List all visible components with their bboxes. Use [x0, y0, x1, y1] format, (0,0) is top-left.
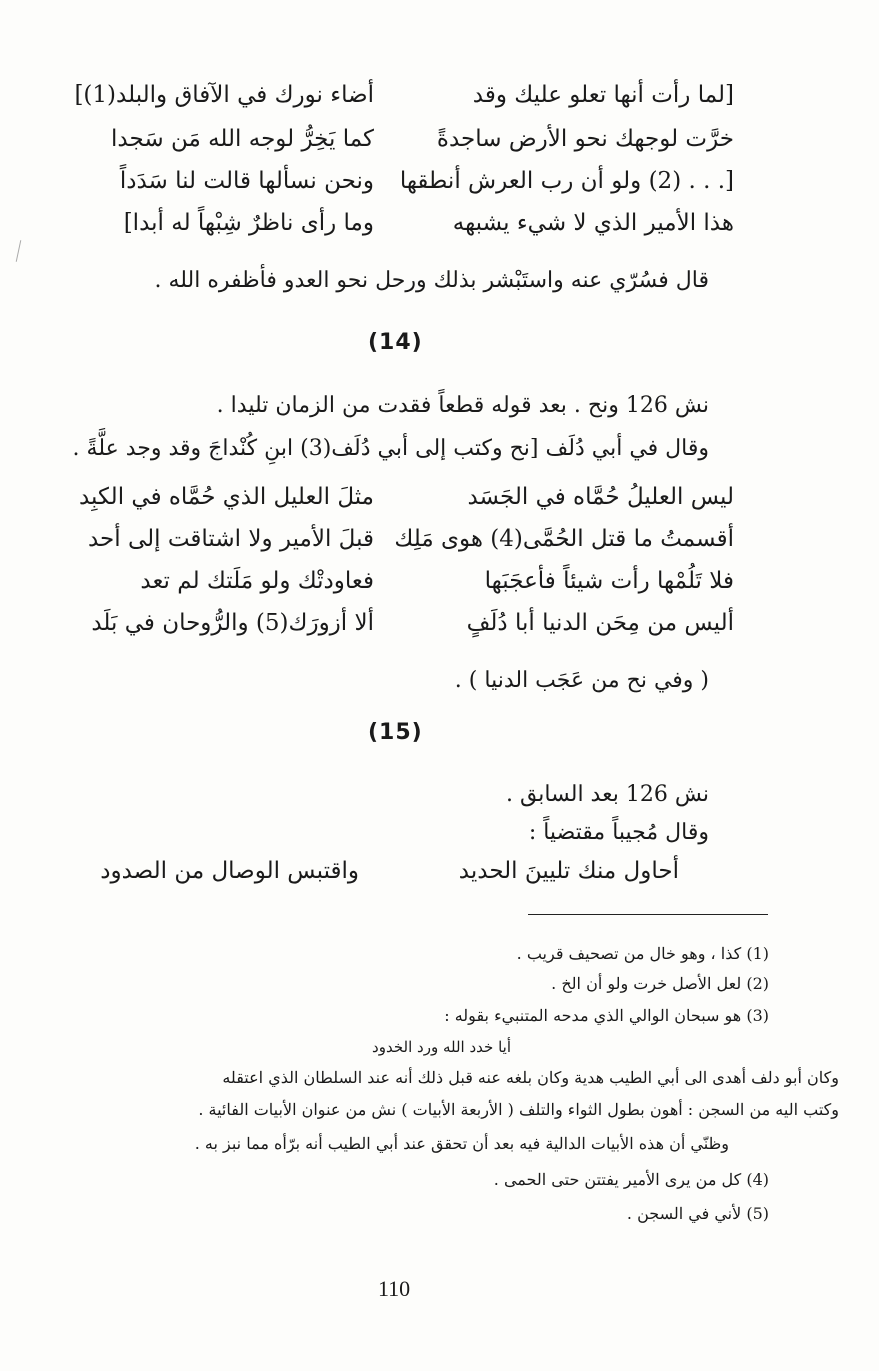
verse-hemistich-left: مثلَ العليل الذي حُمَّاه في الكبِد — [78, 484, 374, 510]
footnote: وظنّي أن هذه الأبيات الدالية فيه بعد أن تحقق عند أبي الطيب أنه برّأه مما نبز به . — [194, 1134, 729, 1153]
verse-hemistich-left: ونحن نسألها قالت لنا سَدَداً — [119, 168, 374, 194]
footnote: (3) هو سبحان الوالي الذي مدحه المتنبيء بقوله : — [444, 1006, 769, 1025]
verse-row — [0, 526, 879, 566]
verse-row — [0, 568, 879, 608]
footnote: (5) لأني في السجن . — [626, 1204, 769, 1223]
verse-row — [0, 484, 879, 524]
verse-hemistich-right: فلا تَلُمْها رأت شيئاً فأعجَبَها — [484, 568, 734, 594]
verse-row — [0, 610, 879, 650]
verse-hemistich-right: [لما رأت أنها تعلو عليك وقد — [472, 82, 734, 108]
verse-hemistich-left: واقتبس الوصال من الصدود — [100, 858, 359, 884]
verse-row — [0, 858, 879, 898]
source-reference: نش 126 بعد السابق . — [505, 782, 709, 807]
verse-hemistich-left: وما رأى ناظرٌ شِبْهاً له أبدا] — [123, 210, 374, 236]
section-intro: وقال مُجيباً مقتضياً : — [528, 820, 709, 845]
verse-hemistich-right: أقسمتُ ما قتل الحُمَّى(4) هوى مَلِك — [394, 526, 734, 552]
verse-hemistich-right: ليس العليلُ حُمَّاه في الجَسَد — [467, 484, 734, 510]
verse-hemistich-right: أحاول منك تليينَ الحديد — [458, 858, 679, 884]
verse-hemistich-left: فعاودتْك ولو مَلَتك لم تعد — [140, 568, 374, 594]
verse-hemistich-left: كما يَخِرُّ لوجه الله مَن سَجدا — [111, 126, 374, 152]
verse-row — [0, 210, 879, 250]
footnote: (2) لعل الأصل خرت ولو أن الخ . — [551, 974, 769, 993]
footnote: وكتب اليه من السجن : أهون بطول الثواء والتلف ( الأربعة الأبيات ) نش من عنوان الأبيات الفائية . — [198, 1100, 839, 1119]
verse-hemistich-left: قبلَ الأمير ولا اشتاقت إلى أحد — [87, 526, 374, 552]
variant-note: ( وفي نح من عَجَب الدنيا ) . — [454, 668, 709, 693]
section-number: (14) — [368, 330, 423, 355]
section-number: (15) — [368, 720, 423, 745]
footnote-verse: أيا خدد الله ورد الخدود — [372, 1038, 511, 1056]
section-intro: وقال في أبي دُلَف [نح وكتب إلى أبي دُلَف(3) ابنِ كُنْداجَ وقد وجد علَّةً . — [72, 436, 709, 461]
footnote: وكان أبو دلف أهدى الى أبي الطيب هدية وكان بلغه عنه قبل ذلك أنه عند السلطان الذي اعتقله — [222, 1068, 839, 1087]
footnote-divider — [528, 914, 768, 915]
verse-hemistich-right: هذا الأمير الذي لا شيء يشبهه — [452, 210, 734, 236]
verse-hemistich-right: [. . . (2) ولو أن رب العرش أنطقها — [399, 168, 734, 194]
verse-hemistich-right: أليس من مِحَن الدنيا أبا دُلَفٍ — [466, 610, 734, 636]
verse-row — [0, 82, 879, 122]
page-number: 110 — [378, 1276, 411, 1301]
verse-hemistich-right: خرَّت لوجهك نحو الأرض ساجدةً — [436, 126, 734, 152]
footnote: (4) كل من يرى الأمير يفتتن حتى الحمى . — [493, 1170, 769, 1189]
source-reference: نش 126 ونح . بعد قوله قطعاً فقدت من الزمان تليدا . — [216, 393, 709, 418]
prose-paragraph: قال فسُرّي عنه واستَبْشر بذلك ورحل نحو العدو فأظفره الله . — [154, 268, 709, 293]
verse-hemistich-left: أضاء نورك في الآفاق والبلد(1)] — [74, 82, 374, 108]
footnote: (1) كذا ، وهو خال من تصحيف قريب . — [516, 944, 769, 963]
verse-row — [0, 168, 879, 208]
verse-hemistich-left: ألا أزورَك(5) والرُّوحان في بَلَد — [91, 610, 374, 636]
verse-row — [0, 126, 879, 166]
